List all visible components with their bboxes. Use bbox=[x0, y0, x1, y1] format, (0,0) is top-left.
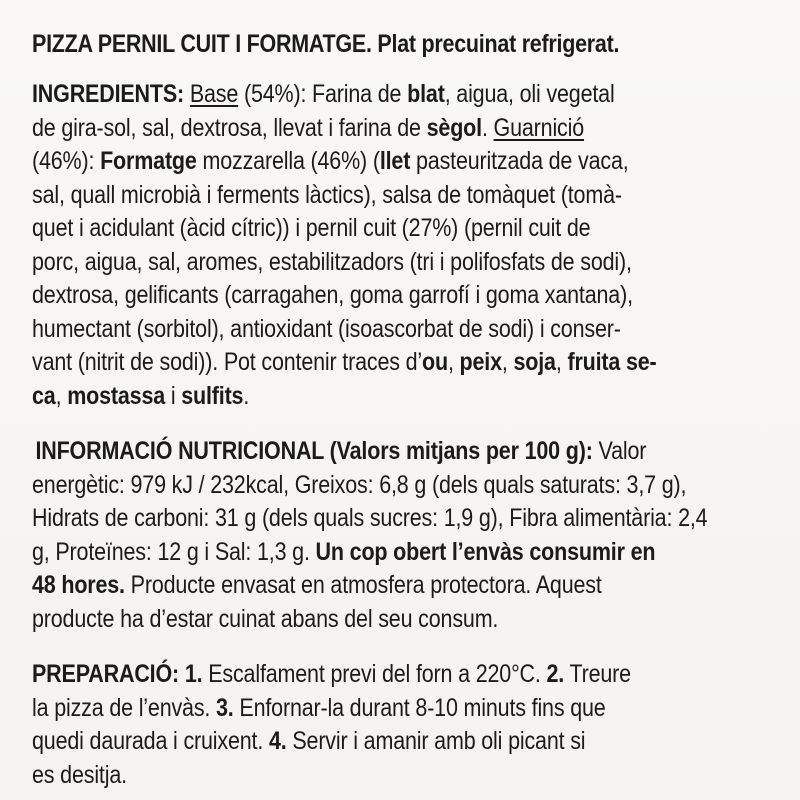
ingredients-heading: INGREDIENTS: bbox=[32, 80, 185, 108]
preparation-section bbox=[32, 658, 774, 792]
preparation-line: quedi daurada i cruixent. 4. Servir i amanir amb oli picant si bbox=[32, 727, 586, 755]
nutrition-line: Hidrats de carboni: 31 g (dels quals sucres: 1,9 g), Fibra alimentària: 2,4 bbox=[32, 504, 708, 532]
nutrition-heading: INFORMACIÓ NUTRICIONAL (Valors mitjans per 100 g): bbox=[35, 437, 593, 465]
preparation-line: la pizza de l’envàs. 3. Enfornar-la durant 8-10 minuts fins que bbox=[32, 693, 606, 722]
nutrition-line: 48 hores. Producte envasat en atmosfera protectora. Aquest bbox=[32, 571, 602, 599]
preparation-heading: PREPARACIÓ: bbox=[32, 660, 180, 688]
ingredients-line: dextrosa, gelificants (carragahen, goma garrofí i goma xantana), bbox=[32, 281, 633, 309]
nutrition-section bbox=[32, 435, 774, 636]
ingredients-line: ca, mostassa i sulfits. bbox=[32, 381, 250, 410]
product-title: PIZZA PERNIL CUIT I FORMATGE. Plat precuinat refrigerat. bbox=[32, 30, 620, 58]
ingredients-line: de gira-sol, sal, dextrosa, llevat i farina de sègol. Guarnició bbox=[32, 113, 585, 142]
ingredients-line: humectant (sorbitol), antioxidant (isoascorbat de sodi) i conser- bbox=[32, 314, 621, 343]
nutrition-line: producte ha d’estar cuinat abans del seu consum. bbox=[32, 604, 499, 633]
nutrition-line: energètic: 979 kJ / 232kcal, Greixos: 6,8 g (dels quals saturats: 3,7 g), bbox=[32, 470, 687, 499]
ingredients-line: quet i acidulant (àcid cítric)) i pernil cuit (27%) (pernil cuit de bbox=[32, 214, 591, 242]
ingredients-line: INGREDIENTS: Base (54%): Farina de blat, aigua, oli vegetal bbox=[32, 80, 615, 108]
preparation-line: PREPARACIÓ: 1. Escalfament previ del forn a 220°C. 2. Treure bbox=[32, 660, 631, 688]
ingredients-line: sal, quall microbià i ferments làctics), salsa de tomàquet (tomà- bbox=[32, 180, 622, 209]
nutrition-line: INFORMACIÓ NUTRICIONAL (Valors mitjans per 100 g): Valor bbox=[35, 437, 647, 465]
ingredients-line: porc, aigua, sal, aromes, estabilitzadors (tri i polifosfats de sodi), bbox=[32, 247, 632, 276]
ingredients-section bbox=[32, 78, 774, 413]
preparation-line: es desitja. bbox=[32, 760, 127, 789]
ingredients-line: vant (nitrit de sodi)). Pot contenir traces d’ou, peix, soja, fruita se- bbox=[32, 348, 657, 376]
nutrition-line: g, Proteïnes: 12 g i Sal: 1,3 g. Un cop obert l’envàs consumir en bbox=[32, 537, 656, 566]
ingredients-line: (46%): Formatge mozzarella (46%) (llet pasteuritzada de vaca, bbox=[32, 147, 629, 175]
